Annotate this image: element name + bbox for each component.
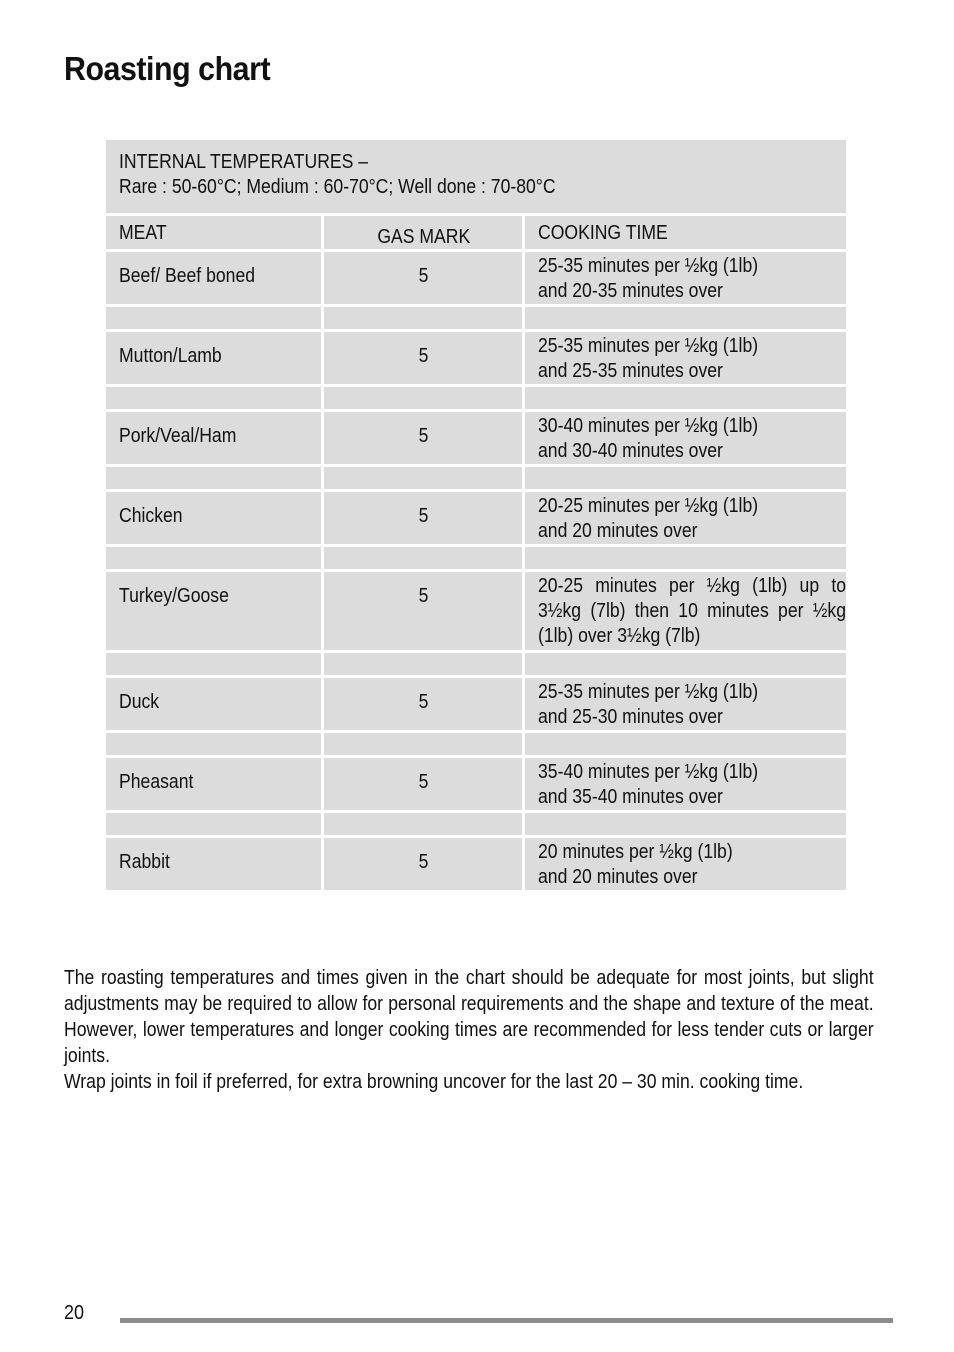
cooking-time-cell: 20-25 minutes per ½kg (1lb) and 20 minutes over xyxy=(525,492,846,544)
meat-cell: Turkey/Goose xyxy=(106,572,321,650)
spacer-row xyxy=(106,307,846,329)
meat-cell: Chicken xyxy=(106,492,321,544)
notes-paragraph-foil: Wrap joints in foil if preferred, for extra browning uncover for the last 20 – 30 min. cooking time. xyxy=(64,1071,804,1093)
page-title: Roasting chart xyxy=(64,50,271,87)
header-cooking-time: COOKING TIME xyxy=(525,216,846,249)
roasting-notes xyxy=(64,965,874,1095)
header-gas-mark: GAS MARK xyxy=(324,216,522,249)
table-row xyxy=(106,412,846,464)
meat-cell: Mutton/Lamb xyxy=(106,332,321,384)
gas-mark-cell: 5 xyxy=(324,572,522,650)
table-row xyxy=(106,678,846,730)
cooking-time-cell: 30-40 minutes per ½kg (1lb) and 30-40 minutes over xyxy=(525,412,846,464)
internal-temperatures-heading: INTERNAL TEMPERATURES – xyxy=(119,151,369,173)
gas-mark-cell: 5 xyxy=(324,332,522,384)
meat-cell: Pheasant xyxy=(106,758,321,810)
table-row xyxy=(106,758,846,810)
table-row xyxy=(106,252,846,304)
cooking-time-cell: 35-40 minutes per ½kg (1lb) and 35-40 minutes over xyxy=(525,758,846,810)
cooking-time-cell: 25-35 minutes per ½kg (1lb) and 25-35 minutes over xyxy=(525,332,846,384)
spacer-row xyxy=(106,467,846,489)
meat-cell: Pork/Veal/Ham xyxy=(106,412,321,464)
gas-mark-cell: 5 xyxy=(324,758,522,810)
gas-mark-cell: 5 xyxy=(324,492,522,544)
notes-paragraph-adjustments: The roasting temperatures and times given in the chart should be adequate for most joints, but slight adjustments may be required to allow for personal requirements and the shape and texture of the meat. However, lower temperatures and longer cooking times are recommended for less tender cuts or larger joints. xyxy=(64,967,874,1067)
cooking-time-cell: 25-35 minutes per ½kg (1lb) and 20-35 minutes over xyxy=(525,252,846,304)
table-row xyxy=(106,572,846,650)
internal-temperatures-values: Rare : 50-60°C; Medium : 60-70°C; Well done : 70-80°C xyxy=(119,176,556,198)
table-row xyxy=(106,332,846,384)
spacer-row xyxy=(106,813,846,835)
roasting-table xyxy=(106,140,846,893)
spacer-row xyxy=(106,653,846,675)
table-row xyxy=(106,838,846,890)
cooking-time-cell: 20-25 minutes per ½kg (1lb) up to 3½kg (7lb) then 10 minutes per ½kg (1lb) over 3½kg (7lb) xyxy=(525,572,846,650)
spacer-row xyxy=(106,733,846,755)
gas-mark-cell: 5 xyxy=(324,412,522,464)
table-row xyxy=(106,492,846,544)
footer-rule xyxy=(120,1318,893,1323)
meat-cell: Duck xyxy=(106,678,321,730)
header-meat: MEAT xyxy=(106,216,321,249)
spacer-row xyxy=(106,547,846,569)
cooking-time-cell: 20 minutes per ½kg (1lb) and 20 minutes over xyxy=(525,838,846,890)
spacer-row xyxy=(106,387,846,409)
meat-cell: Beef/ Beef boned xyxy=(106,252,321,304)
gas-mark-cell: 5 xyxy=(324,838,522,890)
cooking-time-cell: 25-35 minutes per ½kg (1lb) and 25-30 minutes over xyxy=(525,678,846,730)
page-number: 20 xyxy=(64,1302,85,1324)
gas-mark-cell: 5 xyxy=(324,678,522,730)
internal-temperatures-box xyxy=(106,140,846,213)
meat-cell: Rabbit xyxy=(106,838,321,890)
table-header-row xyxy=(106,216,846,249)
gas-mark-cell: 5 xyxy=(324,252,522,304)
